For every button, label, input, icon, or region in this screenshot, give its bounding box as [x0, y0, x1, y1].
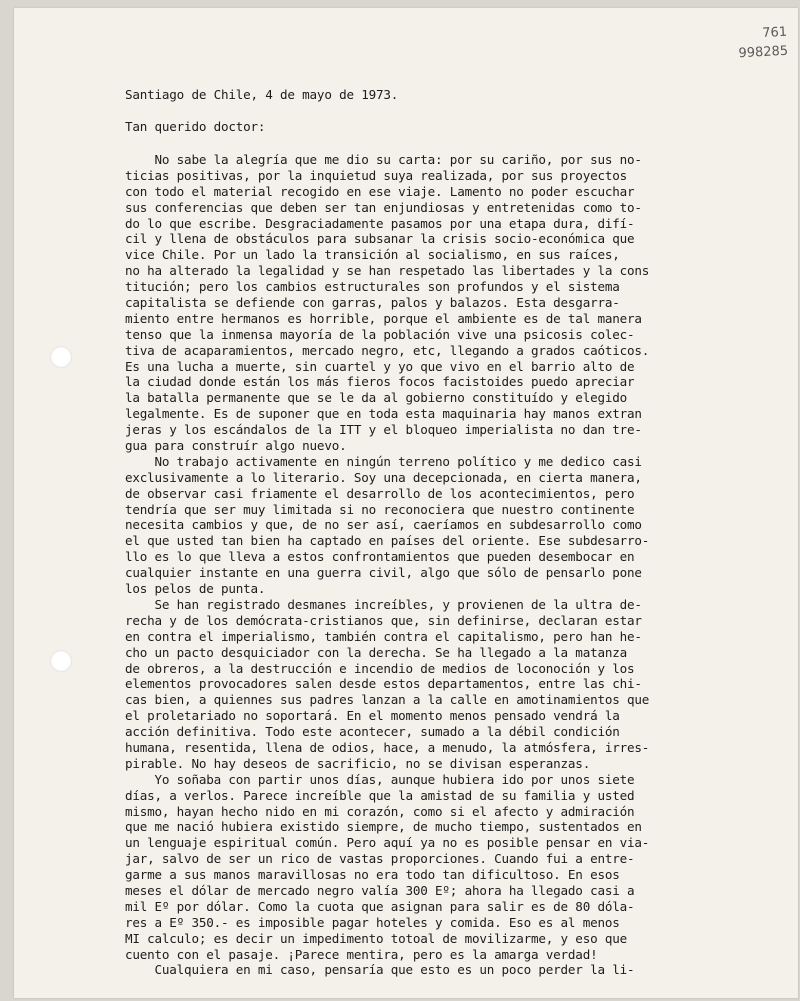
text-line: garme a sus manos maravillosas no era todo tan dificultoso. En esos	[125, 867, 620, 883]
text-line: pirable. No hay deseos de sacrificio, no se divisan esperanzas.	[125, 755, 591, 771]
text-line: en contra el imperialismo, también contra el capitalismo, pero han he-	[125, 628, 642, 644]
archive-mark: 998285	[738, 43, 789, 62]
text-line: recha y de los demócrata-cristianos que, sin definirse, declaran estar	[125, 612, 642, 628]
punch-hole	[50, 650, 72, 672]
text-line: res a Eº 350.- es imposible pagar hoteles y comida. Eso es al menos	[125, 914, 620, 930]
salutation: Tan querido doctor:	[125, 119, 266, 134]
punch-hole	[50, 346, 72, 368]
text-line: ticias positivas, por la inquietud suya realizada, por sus proyectos	[125, 167, 627, 183]
text-line: de obreros, a la destrucción e incendio de medios de loconoción y los	[125, 660, 635, 676]
text-line: MI calculo; es decir un impedimento totoal de movilizarme, y eso que	[125, 930, 627, 946]
text-line: Es una lucha a muerte, sin cuartel y yo que vivo en el barrio alto de	[125, 358, 635, 374]
text-line: la ciudad donde están los más fieros focos facistoides puedo apreciar	[125, 374, 635, 390]
text-line: meses el dólar de mercado negro valía 300 Eº; ahora ha llegado casi a	[125, 882, 635, 898]
text-line: mil Eº por dólar. Como la cuota que asignan para salir es de 80 dóla-	[125, 898, 635, 914]
text-line: Yo soñaba con partir unos días, aunque hubiera ido por unos siete	[125, 771, 635, 787]
text-line: vice Chile. Por un lado la transición al socialismo, en sus raíces,	[125, 247, 620, 263]
text-line: necesita cambios y que, de no ser así, caeríamos en subdesarrollo como	[125, 517, 642, 533]
text-line: elementos provocadores salen desde estos departamentos, entre las chi-	[125, 676, 642, 692]
text-line: el que usted tan bien ha captado en países del oriente. Ese subdesarro-	[125, 533, 650, 549]
text-line: que me nació hubiera existido siempre, de mucho tiempo, sustentados en	[125, 819, 642, 835]
text-line: No sabe la alegría que me dio su carta: por su cariño, por sus no-	[125, 152, 642, 167]
text-line: miento entre hermanos es horrible, porque el ambiente es de tal manera	[125, 310, 642, 326]
letter-text	[125, 78, 785, 978]
archive-mark: 761	[762, 24, 788, 42]
date-line: Santiago de Chile, 4 de mayo de 1973.	[125, 87, 399, 102]
text-line: un lenguaje espiritual común. Pero aquí ya no es posible pensar en via-	[125, 835, 650, 851]
text-line: mismo, hayan hecho nido en mi corazón, como si el afecto y admiración	[125, 803, 635, 819]
text-line: tiva de acaparamientos, mercado negro, etc, llegando a grados caóticos.	[125, 342, 650, 358]
text-line: gua para construír algo nuevo.	[125, 438, 347, 454]
text-line: cuento con el pasaje. ¡Parece mentira, pero es la amarga verdad!	[125, 946, 598, 962]
text-line: tenso que la inmensa mayoría de la población vive una psicosis colec-	[125, 326, 635, 342]
text-line: cho un pacto desquiciador con la derecha. Se ha llegado a la matanza	[125, 644, 627, 660]
text-line: cas bien, a quiennes sus padres lanzan a la calle en amotinamientos que	[125, 692, 650, 708]
text-line: legalmente. Es de suponer que en toda esta maquinaria hay manos extran	[125, 406, 642, 422]
letter-body	[125, 152, 785, 978]
text-line: llo es lo que lleva a estos confrontamientos que pueden desembocar en	[125, 549, 635, 565]
text-line: humana, resentida, llena de odios, hace, a menudo, la atmósfera, irres-	[125, 739, 650, 755]
text-line: Se han registrado desmanes increíbles, y provienen de la ultra de-	[125, 596, 642, 612]
text-line: cualquier instante en una guerra civil, algo que sólo de pensarlo pone	[125, 565, 642, 581]
text-line: con todo el material recogido en ese viaje. Lamento no poder escuchar	[125, 183, 635, 199]
text-line: titución; pero los cambios estructurales son profundos y el sistema	[125, 279, 620, 295]
archive-annotation	[737, 23, 789, 64]
text-line: jar, salvo de ser un rico de vastas proporciones. Cuando fui a entre-	[125, 851, 635, 867]
letter-page	[14, 8, 798, 998]
text-line: sus conferencias que deben ser tan enjundiosas y entretenidas como to-	[125, 199, 642, 215]
text-line: acción definitiva. Todo este acontecer, sumado a la débil condición	[125, 724, 620, 740]
text-line: tendría que ser muy limitada si no reconociera que nuestro continente	[125, 501, 635, 517]
text-line: el proletariado no soportará. En el momento menos pensado vendrá la	[125, 708, 620, 724]
text-line: los pelos de punta.	[125, 581, 266, 597]
text-line: capitalista se defiende con garras, palos y balazos. Esta desgarra-	[125, 295, 620, 311]
text-line: días, a verlos. Parece increíble que la amistad de su familia y usted	[125, 787, 635, 803]
text-line: No trabajo activamente en ningún terreno político y me dedico casi	[125, 453, 642, 469]
text-line: jeras y los escándalos de la ITT y el bloqueo imperialista no dan tre-	[125, 422, 642, 438]
text-line: no ha alterado la legalidad y se han respetado las libertades y la cons	[125, 263, 650, 279]
text-line: Cualquiera en mi caso, pensaría que esto es un poco perder la li-	[125, 962, 635, 978]
text-line: cil y llena de obstáculos para subsanar la crisis socio-económica que	[125, 231, 635, 247]
text-line: de observar casi friamente el desarrollo de los acontecimientos, pero	[125, 485, 635, 501]
text-line: la batalla permanente que se le da al gobierno constituído y elegido	[125, 390, 627, 406]
text-line: exclusivamente a lo literario. Soy una decepcionada, en cierta manera,	[125, 469, 642, 485]
text-line: do lo que escribe. Desgraciadamente pasamos por una etapa dura, difí-	[125, 215, 635, 231]
